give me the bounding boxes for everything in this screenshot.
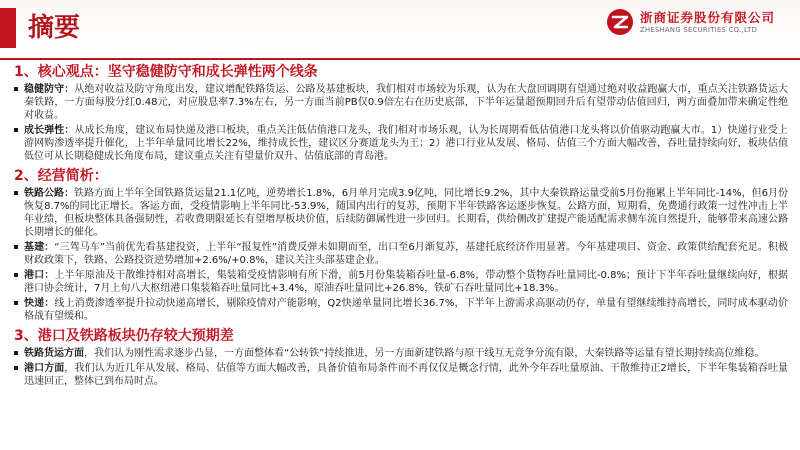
bullet-icon	[14, 87, 18, 91]
item-text: 上半年原油及干散维持相对高增长，集装箱受疫情影响有所下滑，前5月份集装箱吞吐量-6.8%，带动整个货物吞吐量同比-0.8%；预计下半年吞吐量继续向好，根据港口协会统计，7月上旬八大枢纽港口集装箱吞吐量同比+3.4%，原油吞吐量同比+26.8%，铁矿石吞吐量同比+18.3%。	[24, 270, 789, 294]
item-text: 从成长角度，建议布局快递及港口板块，重点关注低估值港口龙头，我们相对市场乐观，认为长周期看低估值港口龙头将以价值驱动跑赢大市。1）快递行业受上游网购渗透率提升催化，上半年单量同比增长22%，维持成长性，建议区分赛道龙头为王；2）港口行业从发展、格局、估值三个方面大幅改善，吞吐量持续向好，板块估值低位可从长期稳健成长角度布局，建议重点关注有望量价双升、估值底部的青岛港。	[24, 125, 788, 162]
bullet-icon	[14, 366, 18, 370]
list-item	[10, 347, 788, 360]
section-title-core-views: 1、核心观点：坚守稳健防守和成长弹性两个线条	[14, 64, 318, 80]
list-item	[10, 362, 788, 388]
item-text: 从绝对收益及防守角度出发，建议增配铁路货运、公路及基建板块，我们相对市场较为乐观，认为在大盘回调期有望通过绝对收益跑赢大市，重点关注铁路货运大秦铁路，一方面每股分红0.48元，对应股息率7.3%左右，另一方面当前PB仅0.9倍左右在历史底部，下半年运量超预期回升后有望带动估值回归，两方面叠加带来确定性绝对收益。	[24, 84, 789, 121]
bullet-icon	[14, 128, 18, 132]
section-title-operations: 2、经营简析：	[14, 168, 108, 184]
bullet-icon	[14, 191, 18, 195]
company-name-en: ZHESHANG SECURITIES CO.,LTD	[640, 26, 758, 34]
list-item	[10, 83, 788, 122]
item-lead: 成长弹性：	[24, 125, 75, 136]
company-name-cn: 浙商证券股份有限公司	[640, 10, 776, 25]
item-text: 线上消费渗透率提升拉动快递高增长，剔除疫情对产能影响，Q2快递单量同比增长36.7%，下半年上游需求高驱动仍存，单量有望继续维持高增长，同时成本驱动价格战有望缓和。	[24, 298, 789, 322]
section-title-expectation-gap: 3、港口及铁路板块仍存较大预期差	[14, 328, 234, 344]
item-lead: 快递：	[24, 298, 55, 309]
company-logo	[606, 8, 792, 40]
item-text: ，我们认为刚性需求逐步凸显，一方面整体看“公转铁”持续推进，另一方面新建铁路与原干线互无竞争分流有限，大秦铁路等运量有望长期持续高位维稳。	[84, 348, 765, 359]
item-lead: 基建：	[24, 242, 55, 253]
title-accent-bar	[0, 8, 16, 48]
bullet-icon	[14, 245, 18, 249]
item-text: ，我们认为近几年从发展、格局、估值等方面大幅改善，具备价值布局条件而不再仅仅是概念行情，此外今年吞吐量原油、干散维持正2增长，下半年集装箱吞吐量迅速回正，整体已到布局时点。	[24, 363, 789, 387]
list-item	[10, 297, 788, 323]
item-text: “三驾马车”当前优先看基建投资，上半年“报复性”消费反弹未如期而至，出口至6月渐复苏，基建托底经济作用显著。今年基建项目、资金、政策供给配套充足。积极财政政策下，铁路、公路投资逆势增加+2.6%/+0.8%，建议关注头部基建企业。	[24, 242, 789, 266]
bullet-icon	[14, 351, 18, 355]
list-item	[10, 187, 788, 239]
item-lead: 港口：	[24, 270, 55, 281]
list-item	[10, 124, 788, 163]
item-lead: 铁路货运方面	[24, 348, 84, 359]
item-lead: 稳健防守：	[24, 84, 75, 95]
bullet-icon	[14, 301, 18, 305]
item-lead: 港口方面	[24, 363, 65, 374]
item-lead: 铁路公路：	[24, 188, 75, 199]
header-divider	[0, 58, 800, 60]
summary-content	[10, 63, 788, 390]
item-text: 铁路方面上半年全国铁路货运量21.1亿吨，逆势增长1.8%，6月单月完成3.9亿吨，同比增长9.2%，其中大秦铁路运量受前5月份拖累上半年同比-14%，但6月份恢复8.7%的同比正增长。客运方面，受疫情影响上半年同比-53.9%，随国内出行的复苏，预期下半年铁路客运逐步恢复。公路方面，短期看，免费通行政策一过性冲击上半年业绩，但板块整体具备强韧性，若收费期限延长有望增厚板块价值，后续防御属性进一步回归。长期看，供给侧改扩建提产能适配需求侧车流自然提升，能够带来高速公路长期增长的催化。	[24, 188, 789, 238]
page-header	[0, 0, 800, 60]
list-item	[10, 241, 788, 267]
zheshang-logo-icon	[606, 8, 634, 36]
list-item	[10, 269, 788, 295]
bullet-icon	[14, 273, 18, 277]
page-title: 摘要	[28, 13, 81, 43]
